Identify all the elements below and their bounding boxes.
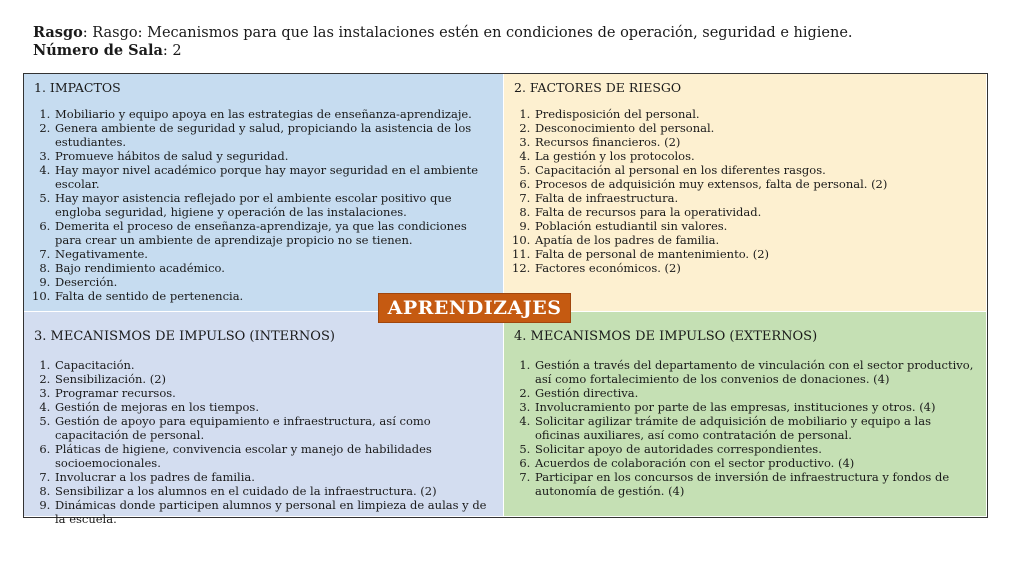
list-item: 6. Demerita el proceso de enseñanza-aprendizaje, ya que las condiciones para crear un ambiente de aprendizaje propicio no se tienen. [54,219,493,247]
list-item: 3. Promueve hábitos de salud y seguridad. [54,149,493,163]
list-item: 2. Sensibilización. (2) [54,372,493,386]
list-item: 8. Sensibilizar a los alumnos en el cuidado de la infraestructura. (2) [54,484,493,498]
list-item: 5. Solicitar apoyo de autoridades correspondientes. [534,442,976,456]
internos-title: 3. MECANISMOS DE IMPULSO (INTERNOS) [34,329,335,344]
internos-list [34,358,493,526]
sala-line [33,42,853,60]
list-item: 2. Genera ambiente de seguridad y salud, propiciando la asistencia de los estudiantes. [54,121,493,149]
factores-quadrant [504,74,986,312]
list-item: 12. Factores económicos. (2) [534,261,976,275]
list-item: 3. Programar recursos. [54,386,493,400]
list-item: 5. Gestión de apoyo para equipamiento e infraestructura, así como capacitación de personal. [54,414,493,442]
sala-label: Número de Sala [33,42,163,59]
list-item: 2. Desconocimiento del personal. [534,121,976,135]
list-item: 11. Falta de personal de mantenimiento. (2) [534,247,976,261]
slide-header [33,24,853,60]
externos-list [514,358,976,498]
list-item: 8. Bajo rendimiento académico. [54,261,493,275]
list-item: 3. Involucramiento por parte de las empresas, instituciones y otros. (4) [534,400,976,414]
internos-quadrant [24,312,504,526]
sala-value: : 2 [162,43,182,59]
externos-quadrant [504,312,986,516]
list-item: 9. Población estudiantil sin valores. [534,219,976,233]
impactos-quadrant [24,74,504,312]
list-item: 7. Participar en los concursos de inversión de infraestructura y fondos de autonomía de gestión. (4) [534,470,976,498]
list-item: 10. Falta de sentido de pertenencia. [54,289,493,303]
list-item: 7. Falta de infraestructura. [534,191,976,205]
rasgo-label: Rasgo [33,24,83,41]
list-item: 1. Capacitación. [54,358,493,372]
factores-list [514,107,976,275]
list-item: 10. Apatía de los padres de familia. [534,233,976,247]
list-item: 7. Involucrar a los padres de familia. [54,470,493,484]
rasgo-line [33,24,853,42]
list-item: 6. Procesos de adquisición muy extensos, falta de personal. (2) [534,177,976,191]
list-item: 9. Deserción. [54,275,493,289]
list-item: 9. Dinámicas donde participen alumnos y personal en limpieza de aulas y de la escuela. [54,498,493,526]
impactos-title: 1. IMPACTOS [34,80,121,95]
list-item: 1. Gestión a través del departamento de vinculación con el sector productivo, así como fortalecimiento de los convenios de donaciones. (4) [534,358,976,386]
list-item: 5. Hay mayor asistencia reflejado por el ambiente escolar positivo que engloba seguridad, higiene y operación de las instalaciones. [54,191,493,219]
externos-title: 4. MECANISMOS DE IMPULSO (EXTERNOS) [514,329,818,344]
list-item: 5. Capacitación al personal en los diferentes rasgos. [534,163,976,177]
list-item: 1. Predisposición del personal. [534,107,976,121]
list-item: 6. Acuerdos de colaboración con el sector productivo. (4) [534,456,976,470]
factores-title: 2. FACTORES DE RIESGO [514,80,682,95]
list-item: 7. Negativamente. [54,247,493,261]
list-item: 6. Pláticas de higiene, convivencia escolar y manejo de habilidades socioemocionales. [54,442,493,470]
list-item: 1. Mobiliario y equipo apoya en las estrategias de enseñanza-aprendizaje. [54,107,493,121]
list-item: 4. Hay mayor nivel académico porque hay mayor seguridad en el ambiente escolar. [54,163,493,191]
list-item: 4. La gestión y los protocolos. [534,149,976,163]
list-item: 4. Solicitar agilizar trámite de adquisición de mobiliario y equipo a las oficinas auxiliares, así como contratación de personal. [534,414,976,442]
list-item: 8. Falta de recursos para la operatividad. [534,205,976,219]
list-item: 3. Recursos financieros. (2) [534,135,976,149]
impactos-list [34,107,493,303]
rasgo-text: : Rasgo: Mecanismos para que las instalaciones estén en condiciones de operación, seguridad e higiene. [82,25,853,41]
list-item: 4. Gestión de mejoras en los tiempos. [54,400,493,414]
list-item: 2. Gestión directiva. [534,386,976,400]
aprendizajes-badge: APRENDIZAJES [378,293,571,323]
